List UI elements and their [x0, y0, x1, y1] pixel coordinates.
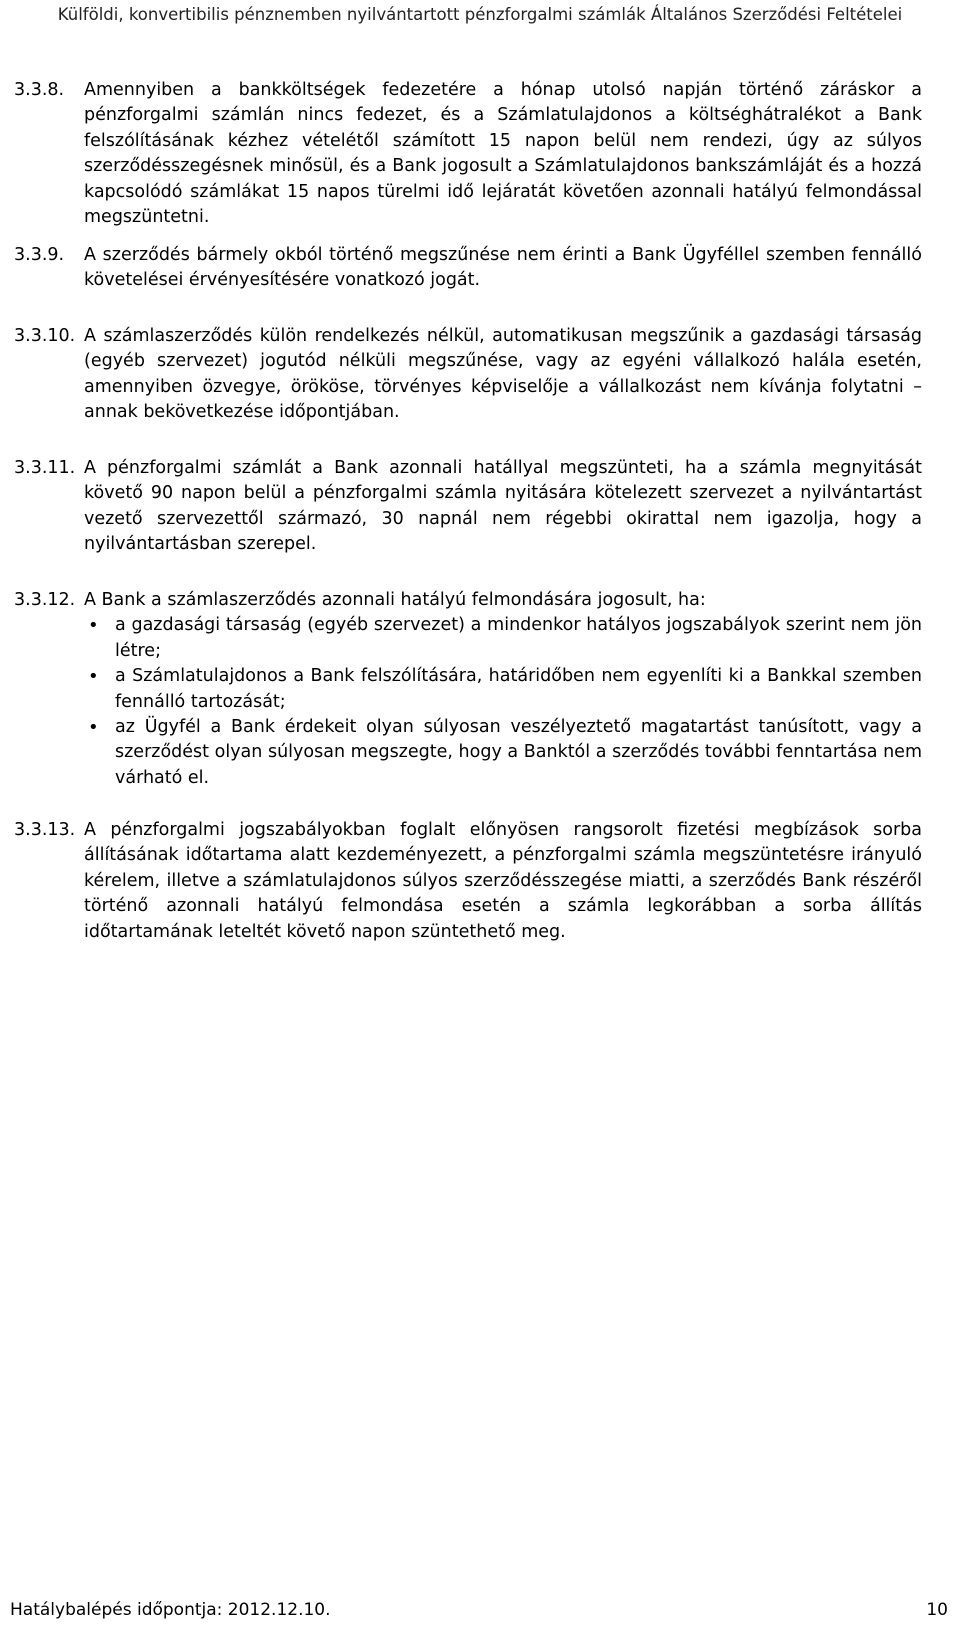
page-number: 10: [926, 1600, 948, 1620]
list-item-text: a gazdasági társaság (egyéb szervezet) a mindenkor hatályos jogszabályok szerint nem jön létre;: [115, 615, 922, 661]
document-header: Külföldi, konvertibilis pénznemben nyilvántartott pénzforgalmi számlák Általános Szerződési Feltételei: [57, 5, 903, 24]
section-number: 3.3.9.: [14, 245, 65, 265]
section-3-3-9: [0, 243, 922, 294]
section-text: Amennyiben a bankköltségek fedezetére a hónap utolsó napján történő záráskor a pénzforgalmi számlán nincs fedezet, és a Számlatulajdonos a költséghátralékot a Bank felszólításának kézhez vételétől számított 15 napon belül nem rendezi, úgy az súlyos szerződésszegésnek minősül, és a Bank jogosult a Számlatulajdonos bankszámláját és a hozzá kapcsolódó számlákat 15 napos türelmi idő lejáratát követően azonnali hatályú felmondással megszüntetni.: [84, 80, 922, 228]
bullet-icon: •: [88, 666, 99, 688]
section-text: A számlaszerződés külön rendelkezés nélkül, automatikusan megszűnik a gazdasági társaság (egyéb szervezet) jogutód nélküli megszűnése, vagy az egyéni vállalkozó halála esetén, amennyiben özvegye, örököse, törvényes képviselője a vállalkozást nem kívánja folytatni –annak bekövetkezése időpontjában.: [84, 326, 922, 423]
section-3-3-11: [0, 456, 922, 558]
section-text: A szerződés bármely okból történő megszűnése nem érinti a Bank Ügyféllel szemben fennálló követelései érvényesítésére vonatkozó jogát.: [84, 245, 922, 291]
section-3-3-8: [0, 78, 922, 230]
list-item-text: az Ügyfél a Bank érdekeit olyan súlyosan veszélyeztető magatartást tanúsított, vagy a szerződést olyan súlyosan megszegte, hogy a Banktól a szerződés további fenntartása nem várható el.: [115, 717, 922, 788]
section-number: 3.3.12.: [14, 590, 76, 610]
section-number: 3.3.10.: [14, 326, 76, 346]
section-text: A Bank a számlaszerződés azonnali hatályú felmondására jogosult, ha:: [84, 590, 706, 610]
list-item: [88, 664, 922, 715]
section-text: A pénzforgalmi számlát a Bank azonnali hatállyal megszünteti, ha a számla megnyitását követő 90 napon belül a pénzforgalmi számla nyitására kötelezett szervezet a nyilvántartást vezető szervezettől származó, 30 napnál nem régebbi okirattal nem igazolja, hogy a nyilvántartásban szerepel.: [84, 458, 922, 555]
section-text: A pénzforgalmi jogszabályokban foglalt előnyösen rangsorolt fizetési megbízások sorba állításának időtartama alatt kezdeményezett, a pénzforgalmi számla megszüntetésre irányuló kérelem, illetve a számlatulajdonos súlyos szerződésszegése miatti, a szerződés Bank részéről történő azonnali hatályú felmondása esetén a számla legkorábban a sorba állítás időtartamának leteltét követő napon szüntethető meg.: [84, 820, 922, 942]
bullet-icon: •: [88, 615, 99, 637]
list-item-text: a Számlatulajdonos a Bank felszólítására, határidőben nem egyenlíti ki a Bankkal szemben fennálló tartozását;: [115, 666, 922, 712]
section-3-3-13: [0, 818, 922, 945]
section-number: 3.3.11.: [14, 458, 76, 478]
bullet-icon: •: [88, 717, 99, 739]
section-number: 3.3.8.: [14, 80, 65, 100]
section-number: 3.3.13.: [14, 820, 76, 840]
section-3-3-12: [0, 588, 922, 791]
list-item: [88, 613, 922, 664]
section-3-3-10: [0, 324, 922, 426]
footer-effective-date: Hatálybalépés időpontja: 2012.12.10.: [10, 1600, 331, 1620]
condition-list: [0, 613, 922, 791]
list-item: [88, 715, 922, 791]
